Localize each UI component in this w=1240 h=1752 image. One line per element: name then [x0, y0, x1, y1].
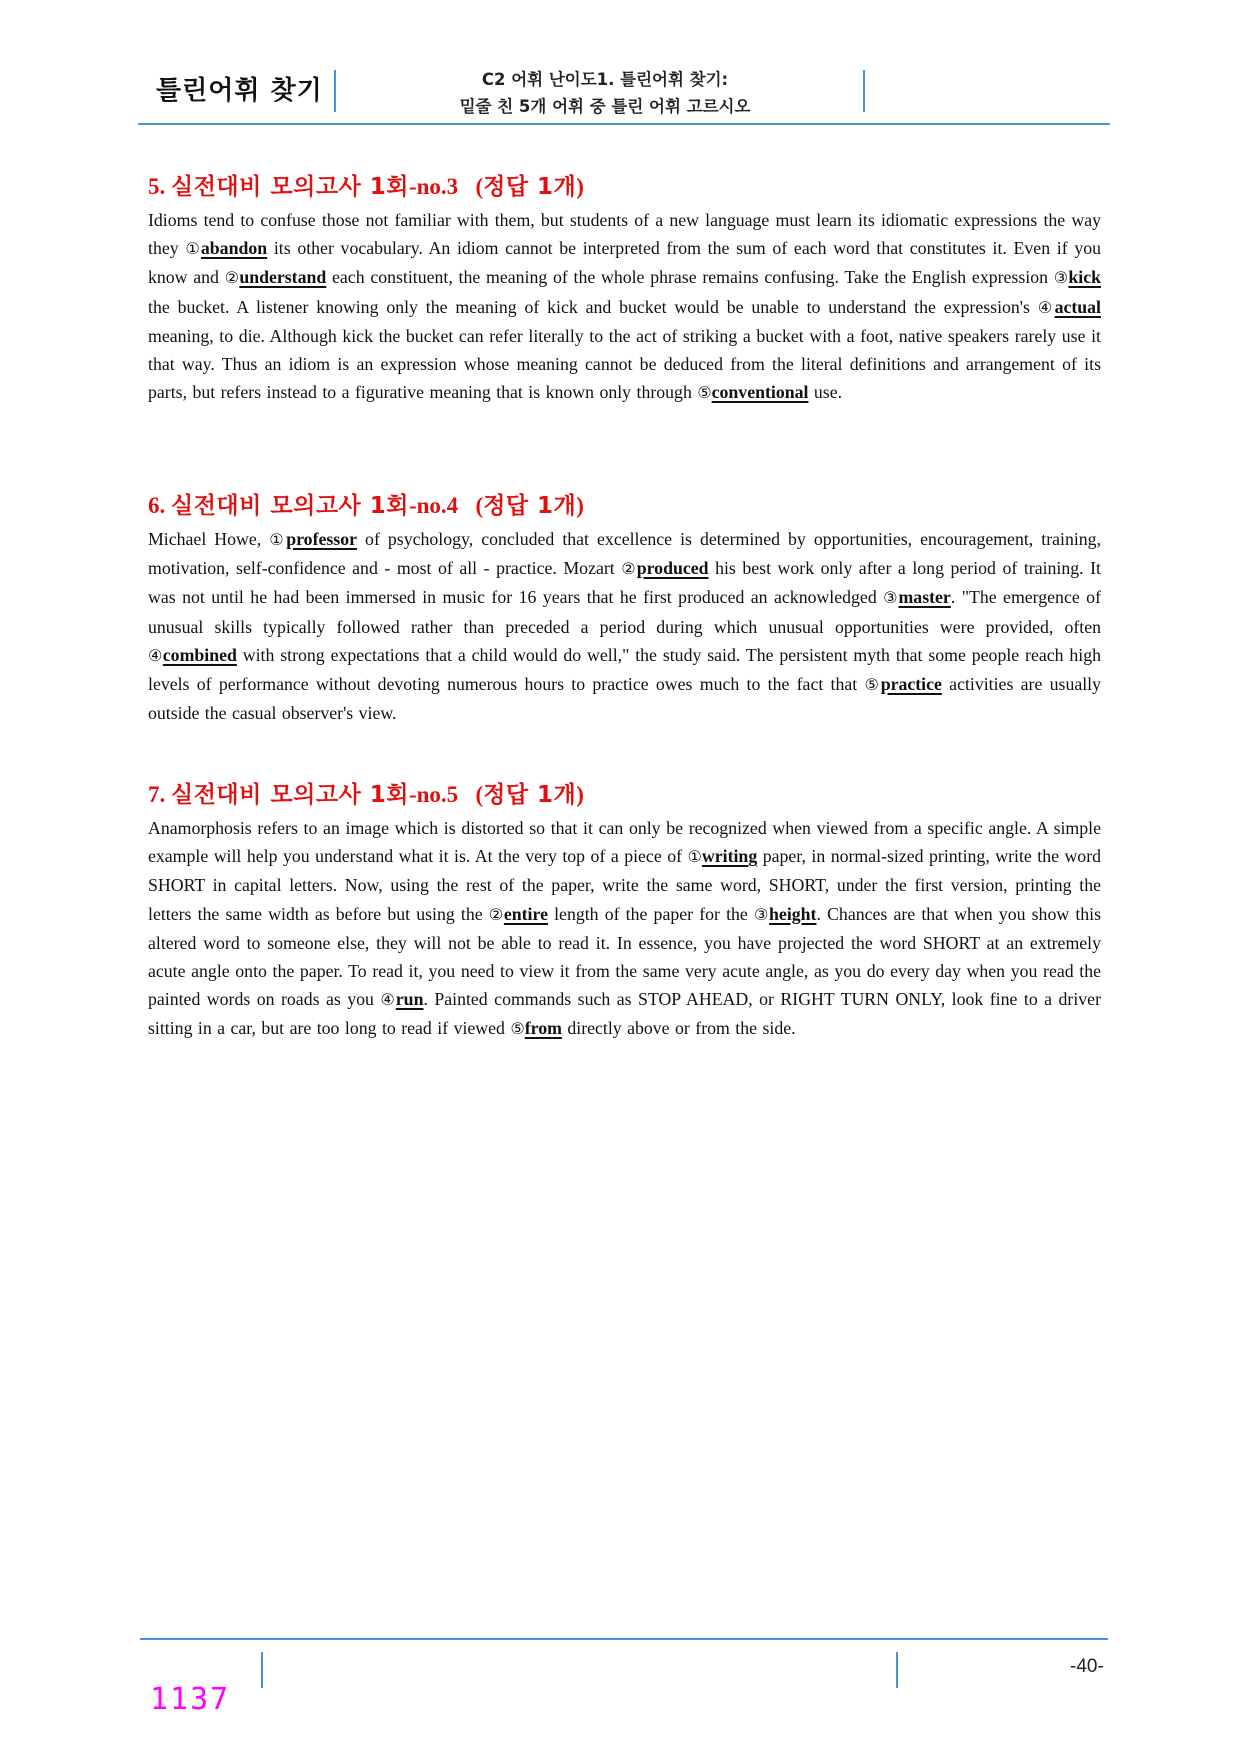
header-subtitle-line1: C2 어휘 난이도1. 틀린어휘 찾기: [481, 70, 729, 89]
answer-close: ) [576, 174, 584, 199]
question-source: 실전대비 모의고사 1회 [171, 493, 409, 519]
question-source: 실전대비 모의고사 1회 [171, 174, 409, 200]
choice-number: ③ [1053, 268, 1069, 288]
choice-number: ① [185, 239, 201, 259]
page-number: -40- [1070, 1656, 1104, 1677]
question-heading [148, 778, 1101, 812]
answer-count: 정답 1개 [483, 493, 577, 519]
passage-text: Michael Howe, [148, 529, 270, 549]
underlined-word: combined [162, 644, 237, 665]
underlined-word: practice [880, 674, 942, 695]
choice [1054, 267, 1101, 287]
question-source-no: -no.3 [408, 174, 459, 199]
answer-close: ) [576, 782, 584, 807]
header-divider-left [334, 70, 336, 112]
choice-number: ② [621, 559, 637, 579]
choice-number: ③ [883, 588, 899, 608]
choice-number: ③ [753, 904, 770, 924]
choice [185, 238, 267, 258]
question-heading [148, 170, 1101, 204]
passage-text: meaning, to die. Although kick the bucket can refer literally to the act of striking a bucket with a foot, native speakers rarely use it that way. Thus an idiom is an expression whose meaning cannot be deduced from the literal definitions and arrangement of its parts, but refers instead to a figurative meaning that is known only through [148, 325, 1101, 403]
choice-number: ④ [148, 645, 163, 665]
underlined-word: professor [286, 529, 358, 549]
passage-text: Anamorphosis refers to an image which is distorted so that it can only be recognized when viewed from a specific angle. A simple example will help you understand what it is. At the very top of a piece of [148, 818, 1101, 867]
answer-count: 정답 1개 [483, 174, 577, 200]
passage-text: paper, in normal-sized printing, write the word SHORT in capital letters. Now, using the rest of the paper, write the same word, SHORT, under the first version, printing the letters the same width as before but using the [148, 846, 1102, 924]
underlined-word: kick [1068, 267, 1101, 288]
question-passage [148, 206, 1101, 407]
passage-text: Idioms tend to confuse those not familiar with them, but students of a new language must learn its idiomatic expressions the way they [148, 210, 1101, 259]
choice-number: ⑤ [864, 675, 881, 695]
choice [754, 904, 817, 924]
choice-number: ② [488, 904, 504, 924]
underlined-word: from [524, 1018, 562, 1039]
passage-text: with strong expectations that a child would do well," the study said. The persistent myth that some people reach high levels of performance without devoting numerous hours to practice owes much to the fact that [148, 644, 1102, 695]
passage-text: activities are usually outside the casual observer's view. [148, 674, 1101, 724]
choice [489, 904, 548, 924]
footer-divider-right [896, 1652, 898, 1688]
question-number: 5. [148, 174, 166, 199]
answer-count: 정답 1개 [483, 782, 577, 808]
passage-text: . "The emergence of unusual skills typically followed rather than preceded a period during which unusual opportunities were provided, often [148, 587, 1101, 637]
question-source-no: -no.4 [408, 493, 459, 518]
choice [697, 382, 808, 402]
choice [865, 674, 942, 694]
question-source: 실전대비 모의고사 1회 [171, 782, 409, 808]
question-passage [148, 814, 1101, 1044]
passage-text: . Painted commands such as STOP AHEAD, or RIGHT TURN ONLY, look fine to a driver sitting in a car, but are too long to read if viewed [148, 989, 1101, 1039]
question-source-no: -no.5 [408, 782, 459, 807]
passage-text: his best work only after a long period of training. It was not until he had been immersed in music for 16 years that he first produced an acknowledged [148, 558, 1101, 608]
choice [621, 558, 708, 578]
question-number: 6. [148, 493, 166, 518]
underlined-word: conventional [711, 382, 809, 403]
underlined-word: understand [239, 267, 327, 288]
underlined-word: writing [701, 846, 758, 867]
choice [148, 645, 237, 665]
choice [1038, 297, 1101, 317]
choice [883, 587, 951, 607]
passage-text: each constituent, the meaning of the whole phrase remains confusing. Take the English expression [326, 267, 1054, 288]
underlined-word: height [769, 903, 817, 924]
page-stamp: 1137 [150, 1682, 231, 1717]
choice-number: ⑤ [697, 383, 712, 403]
choice [510, 1018, 562, 1038]
underlined-word: actual [1054, 296, 1101, 317]
choice-number: ① [269, 530, 287, 549]
choice-number: ④ [1037, 297, 1055, 317]
underlined-word: produced [636, 558, 709, 579]
choice [269, 529, 357, 549]
document-title: 틀린어휘 찾기 [156, 76, 323, 106]
choice [225, 267, 327, 287]
question-6 [148, 489, 1101, 727]
header-subtitle-line2: 밑줄 친 5개 어휘 중 틀린 어휘 고르시오 [459, 97, 751, 116]
passage-text: . Chances are that when you show this altered word to someone else, they will not be able to read it. In essence, you have projected the word SHORT at an extremely acute angle onto the paper. To read it, you need to view it from the same very acute angle, as you do every day when you read the painted words on roads as you [148, 903, 1102, 1010]
underlined-word: master [898, 587, 951, 608]
answer-close: ) [576, 493, 584, 518]
passage-text: directly above or from the side. [561, 1018, 796, 1039]
answer-open: ( [475, 782, 484, 807]
question-number: 7. [148, 782, 166, 807]
header-subtitle [360, 66, 850, 120]
passage-text: length of the paper for the [547, 903, 754, 924]
underlined-word: abandon [200, 238, 268, 259]
answer-open: ( [475, 493, 484, 518]
underlined-word: entire [503, 903, 548, 924]
choice-number: ④ [380, 990, 396, 1010]
passage-text: of psychology, concluded that excellence is determined by opportunities, encouragement, training, motivation, self-confidence and - most of all - practice. Mozart [148, 529, 1102, 579]
passage-text: the bucket. A listener knowing only the meaning of kick and bucket would be unable to understand the expression's [148, 296, 1038, 317]
passage-text: its other vocabulary. An idiom cannot be interpreted from the sum of each word that constitutes it. Even if you know and [148, 238, 1102, 288]
choice-number: ⑤ [510, 1019, 525, 1039]
footer-rule [140, 1638, 1108, 1640]
header-divider-right [863, 70, 865, 112]
choice [380, 989, 423, 1009]
question-7 [148, 778, 1101, 1044]
passage-text: use. [808, 382, 843, 403]
question-heading [148, 489, 1101, 523]
underlined-word: run [395, 989, 424, 1010]
header-rule [138, 123, 1110, 125]
choice-number: ① [687, 847, 702, 867]
choice [688, 846, 758, 866]
question-5 [148, 170, 1101, 407]
question-passage [148, 525, 1101, 727]
choice-number: ② [224, 268, 240, 288]
answer-open: ( [475, 174, 484, 199]
footer-divider-left [261, 1652, 263, 1688]
